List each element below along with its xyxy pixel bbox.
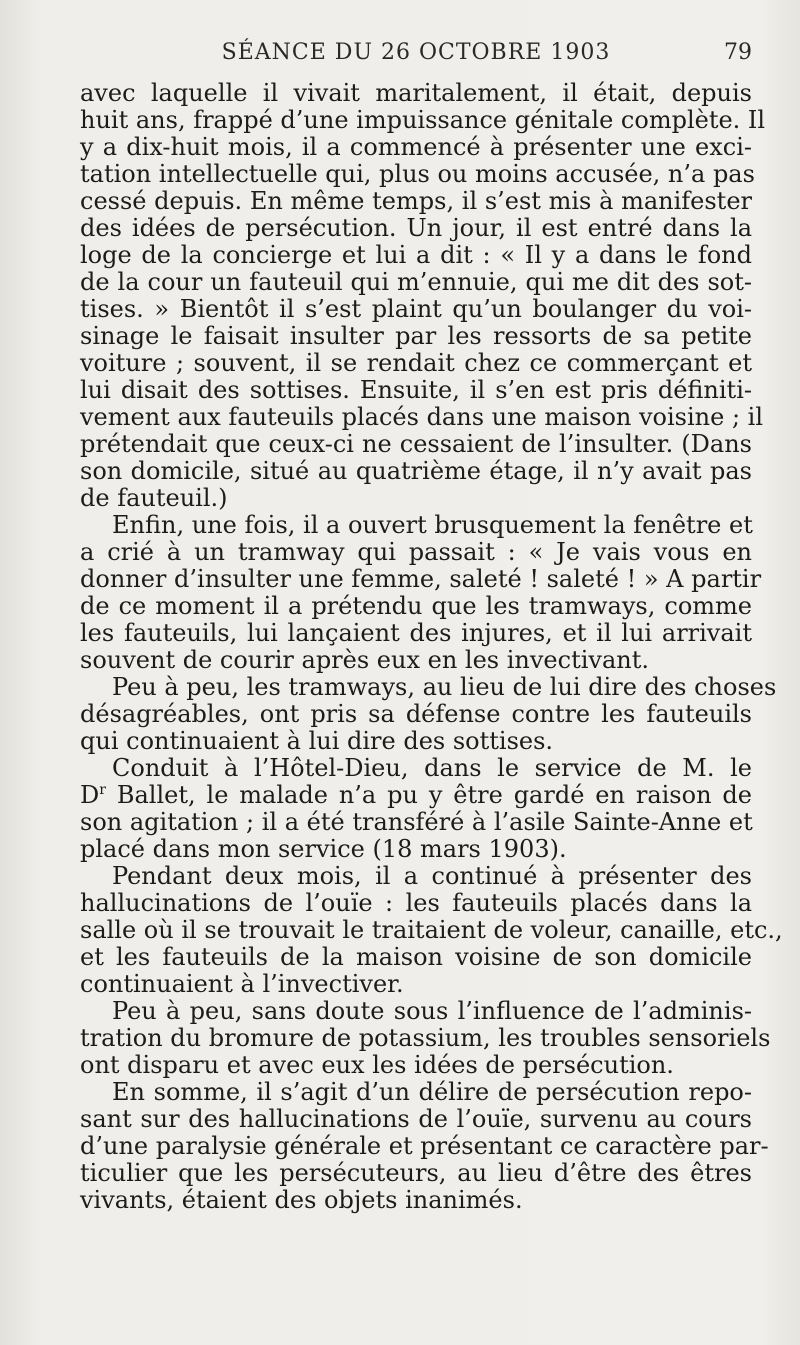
text-line: son agitation ; il a été transféré à l’asile Sainte-Anne et bbox=[80, 808, 753, 836]
text-line: donner d’insulter une femme, saleté ! saleté ! » A partir bbox=[80, 565, 762, 593]
text-line: des idées de persécution. Un jour, il est entré dans la bbox=[80, 214, 752, 242]
text-line: vement aux fauteuils placés dans une maison voisine ; il bbox=[80, 403, 764, 431]
text-line: souvent de courir après eux en les invectivant. bbox=[80, 646, 649, 674]
text-line: placé dans mon service (18 mars 1903). bbox=[80, 835, 567, 863]
text-line: qui continuaient à lui dire des sottises. bbox=[80, 727, 554, 755]
text-line: voiture ; souvent, il se rendait chez ce commerçant et bbox=[80, 349, 752, 377]
text-line: y a dix-huit mois, il a commencé à présenter une exci- bbox=[80, 133, 752, 161]
text-line: et les fauteuils de la maison voisine de son domicile bbox=[80, 943, 752, 971]
text-line: loge de la concierge et lui a dit : « Il y a dans le fond bbox=[80, 241, 752, 269]
text-line: les fauteuils, lui lançaient des injures, et il lui arrivait bbox=[80, 619, 752, 647]
text-line: ont disparu et avec eux les idées de persécution. bbox=[80, 1051, 674, 1079]
text-line: prétendait que ceux-ci ne cessaient de l’insulter. (Dans bbox=[80, 430, 752, 458]
text-line: huit ans, frappé d’une impuissance génitale complète. Il bbox=[80, 106, 766, 134]
text-line: Enfin, une fois, il a ouvert brusquement la fenêtre et bbox=[112, 511, 753, 539]
text-line: Peu à peu, les tramways, au lieu de lui dire des choses bbox=[112, 673, 777, 701]
text-line-rest: Ballet, le malade n’a pu y être gardé en raison de bbox=[116, 781, 752, 809]
text-line: En somme, il s’agit d’un délire de persécution repo- bbox=[112, 1078, 752, 1106]
doctor-abbrev: D bbox=[80, 781, 100, 809]
text-line-with-abbrev bbox=[80, 782, 752, 809]
text-line: hallucinations de l’ouïe : les fauteuils placés dans la bbox=[80, 889, 752, 917]
doctor-abbrev-sup: r bbox=[99, 782, 106, 798]
text-line: d’une paralysie générale et présentant ce caractère par- bbox=[80, 1132, 769, 1160]
page-number: 79 bbox=[724, 40, 752, 65]
text-line: a crié à un tramway qui passait : « Je vais vous en bbox=[80, 538, 752, 566]
text-line: continuaient à l’invectiver. bbox=[80, 970, 404, 998]
body-text bbox=[80, 79, 783, 1214]
text-line: son domicile, situé au quatrième étage, il n’y avait pas bbox=[80, 457, 752, 485]
text-line: avec laquelle il vivait maritalement, il était, depuis bbox=[80, 79, 752, 107]
text-line: tises. » Bientôt il s’est plaint qu’un boulanger du voi- bbox=[80, 295, 752, 323]
text-line: Peu à peu, sans doute sous l’influence de l’adminis- bbox=[112, 997, 752, 1025]
text-line: désagréables, ont pris sa défense contre les fauteuils bbox=[80, 700, 752, 728]
text-line: tration du bromure de potassium, les troubles sensoriels bbox=[80, 1024, 771, 1052]
running-title: SÉANCE DU 26 OCTOBRE 1903 bbox=[221, 40, 611, 65]
text-line: salle où il se trouvait le traitaient de voleur, canaille, etc., bbox=[80, 916, 783, 944]
text-line: vivants, étaient des objets inanimés. bbox=[80, 1186, 523, 1214]
text-line: cessé depuis. En même temps, il s’est mis à manifester bbox=[80, 187, 752, 215]
text-line: Conduit à l’Hôtel-Dieu, dans le service de M. le bbox=[112, 754, 752, 782]
text-line: de fauteuil.) bbox=[80, 484, 228, 512]
text-line: ticulier que les persécuteurs, au lieu d’être des êtres bbox=[80, 1159, 752, 1187]
text-line: Pendant deux mois, il a continué à présenter des bbox=[112, 862, 752, 890]
text-line: de ce moment il a prétendu que les tramways, comme bbox=[80, 592, 752, 620]
running-head bbox=[80, 40, 752, 70]
text-line: tation intellectuelle qui, plus ou moins accusée, n’a pas bbox=[80, 160, 755, 188]
text-line: de la cour un fauteuil qui m’ennuie, qui me dit des sot- bbox=[80, 268, 752, 296]
text-line: lui disait des sottises. Ensuite, il s’en est pris définiti- bbox=[80, 376, 752, 404]
text-line: sant sur des hallucinations de l’ouïe, survenu au cours bbox=[80, 1105, 752, 1133]
text-line: sinage le faisait insulter par les ressorts de sa petite bbox=[80, 322, 752, 350]
